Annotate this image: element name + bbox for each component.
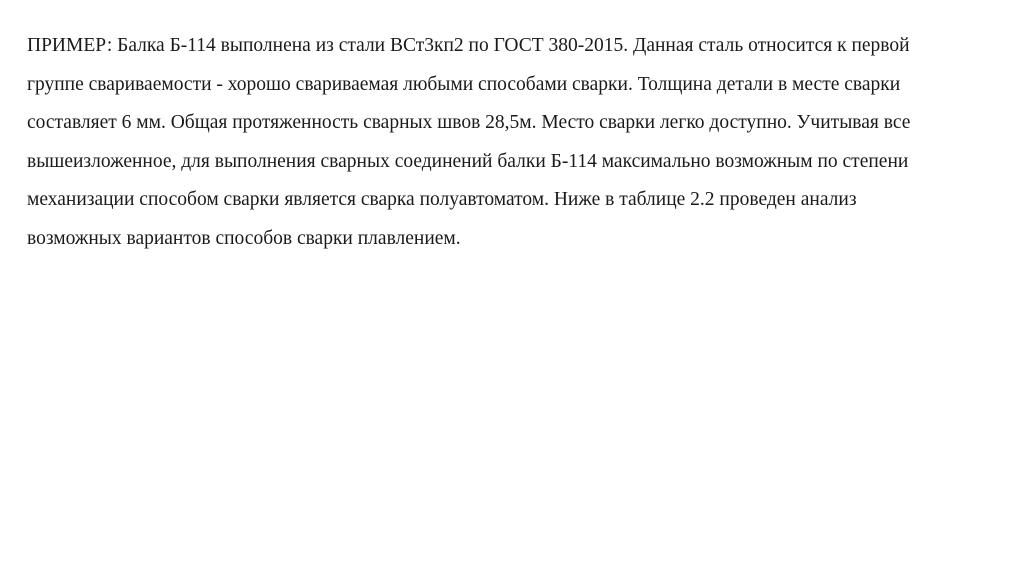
paragraph-line: вышеизложенное, для выполнения сварных соединений балки Б-114 максимально возможным по степени bbox=[27, 150, 909, 172]
example-paragraph bbox=[27, 27, 1007, 259]
paragraph-line: ПРИМЕР: Балка Б-114 выполнена из стали ВСт3кп2 по ГОСТ 380-2015. Данная сталь относится к первой bbox=[27, 35, 910, 56]
paragraph-line: механизации способом сварки является сварка полуавтоматом. Ниже в таблице 2.2 проведен анализ bbox=[27, 189, 857, 211]
paragraph-line: составляет 6 мм. Общая протяженность сварных швов 28,5м. Место сварки легко доступно. Учитывая все bbox=[27, 112, 911, 134]
paragraph-line: группе свариваемости - хорошо свариваемая любыми способами сварки. Толщина детали в месте сварки bbox=[27, 73, 901, 95]
paragraph-line: возможных вариантов способов сварки плавлением. bbox=[27, 227, 461, 249]
